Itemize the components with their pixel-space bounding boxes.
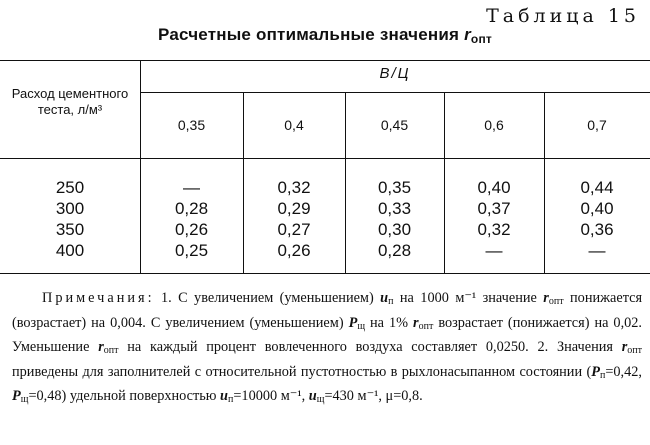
row-consumption: 300: [55, 199, 85, 218]
table-group-rule: [140, 92, 650, 93]
table-cell: 0,26: [174, 220, 209, 239]
table-cell: 0,44: [580, 178, 614, 197]
table-cell: 0,40: [477, 178, 511, 197]
symbol-p: P: [348, 314, 358, 331]
note-text: приведены для заполнителей с относительной пустотностью в рыхлонасыпанном состоянии (: [12, 363, 592, 380]
column-header: 0,45: [380, 117, 409, 133]
table-cell: 0,35: [377, 178, 412, 197]
column-header: 0,35: [177, 117, 206, 133]
symbol-subscript: опт: [418, 320, 434, 332]
symbol-p: P: [591, 363, 600, 380]
note-text: =10000 м⁻¹,: [233, 388, 306, 404]
table-cell: 0,28: [174, 199, 209, 218]
symbol-subscript: щ: [357, 320, 366, 332]
symbol-subscript: п: [388, 296, 394, 307]
table-cell: —: [588, 241, 606, 260]
symbol-u: u: [308, 388, 317, 404]
table-cell: 0,27: [277, 220, 311, 239]
symbol-r: r: [543, 290, 549, 306]
note-text: 1. С увеличением (уменьшением): [160, 290, 374, 306]
symbol-subscript: щ: [20, 394, 29, 405]
column-header: 0,7: [587, 117, 607, 133]
table-notes: [12, 288, 642, 411]
table-cell: 0,40: [580, 199, 614, 218]
notes-label: Примечания:: [42, 290, 155, 306]
note-text: =0,48) удельной поверхностью: [28, 388, 217, 404]
symbol-subscript: п: [228, 394, 234, 405]
row-consumption: 350: [55, 220, 85, 239]
title-subscript: опт: [470, 32, 492, 46]
symbol-subscript: щ: [316, 394, 325, 405]
table-number-label: Таблица 15: [486, 5, 640, 27]
symbol-subscript: опт: [103, 345, 119, 356]
table-header-rule: [0, 158, 650, 159]
table-title: [0, 25, 650, 46]
table-cell: 0,26: [277, 241, 311, 260]
table-cell: 0,36: [580, 220, 614, 239]
symbol-r: r: [621, 339, 628, 355]
row-consumption: 250: [55, 178, 85, 197]
note-text: на каждый процент вовлеченного воздуха составляет 0,0250. 2. Значения: [127, 339, 613, 355]
table-cell: 0,37: [477, 199, 511, 218]
symbol-subscript: опт: [627, 345, 643, 356]
table-cell: —: [485, 241, 503, 260]
title-text: Расчетные оптимальные значения: [158, 25, 460, 44]
table-cell: 0,32: [277, 178, 311, 197]
note-text: на 1%: [370, 314, 409, 331]
table-cell: —: [183, 178, 200, 197]
data-table: [0, 56, 650, 274]
column-header: 0,6: [484, 117, 504, 133]
symbol-r: r: [98, 339, 104, 355]
table-bottom-rule: [0, 273, 650, 274]
column-header: 0,4: [284, 117, 304, 133]
title-symbol: r: [464, 25, 471, 44]
note-text: на 1000 м⁻¹ значение: [399, 290, 537, 306]
note-text: возрастает (понижается) на 0,02. Уменьшение: [12, 314, 643, 355]
symbol-u: u: [380, 290, 389, 306]
note-text: понижается (возрастает) на 0,004. С увеличением (уменьшением): [12, 290, 643, 331]
symbol-u: u: [220, 388, 228, 404]
symbol-subscript: опт: [548, 296, 564, 307]
table-cell: 0,33: [377, 199, 412, 218]
group-header-wc: В/Ц: [379, 65, 411, 82]
row-header: Расход цементного теста, л/м³: [11, 86, 129, 117]
symbol-subscript: п: [599, 369, 606, 381]
table-cell: 0,25: [174, 241, 209, 260]
note-text: =0,42,: [605, 363, 642, 380]
table-top-rule: [0, 60, 650, 61]
symbol-p: P: [12, 388, 21, 404]
note-text: =430 м⁻¹, μ=0,8.: [324, 388, 423, 404]
table-cell: 0,29: [277, 199, 311, 218]
symbol-r: r: [413, 314, 419, 331]
table-cell: 0,28: [377, 241, 412, 260]
table-cell: 0,32: [477, 220, 511, 239]
row-consumption: 400: [55, 241, 85, 260]
table-cell: 0,30: [377, 220, 412, 239]
